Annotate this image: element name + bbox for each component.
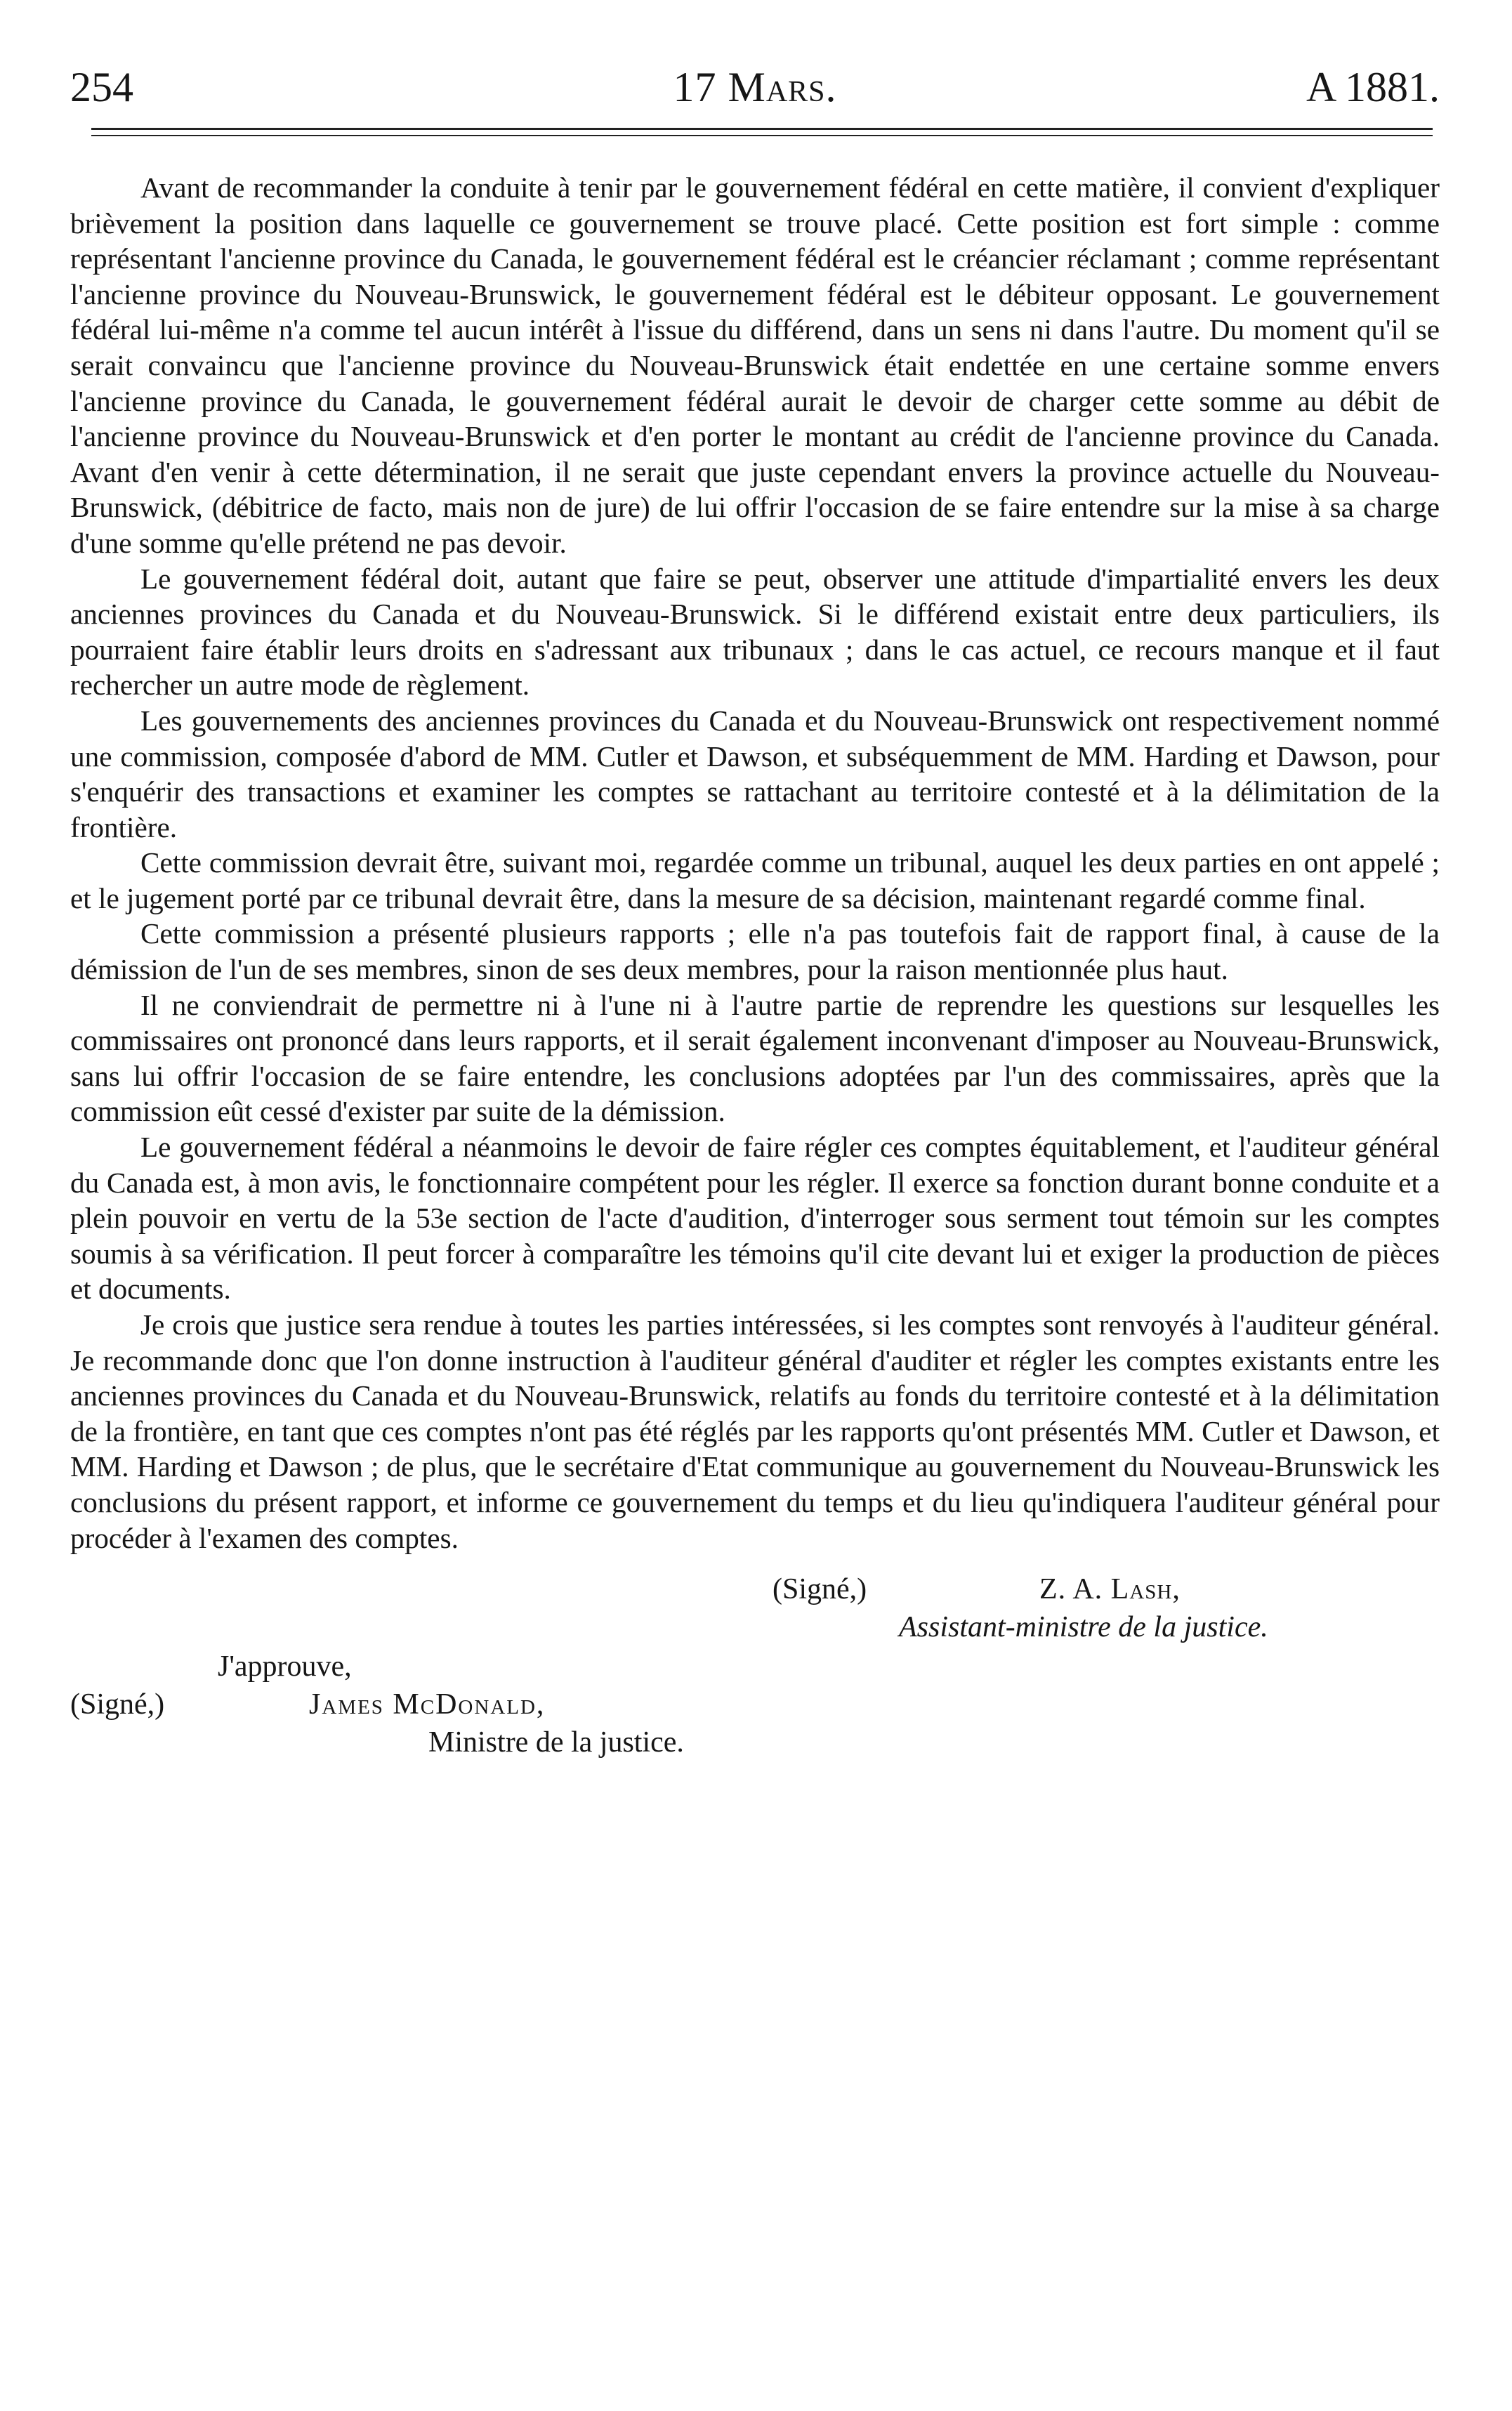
- header-year: A 1881.: [1306, 64, 1440, 110]
- approval-signed-label: (Signé,): [70, 1688, 165, 1721]
- approver-title: Ministre de la justice.: [428, 1726, 684, 1759]
- header-rule: [91, 128, 1433, 136]
- paragraph: Avant de recommander la conduite à tenir par le gouvernement fédéral en cette matière, il convient d'expliquer brièvement la position dans laquelle ce gouvernement se trouve placé. Cette position est fort simple : comme représentant l'ancienne province du Canada, le gouvernement fédéral est le créancier réclamant ; comme représentant l'ancienne province du Nouveau-Brunswick, le gouvernement fédéral est le débiteur opposant. Le gouvernement fédéral lui-même n'a comme tel aucun intérêt à l'issue du différend, dans un sens ni dans l'autre. Du moment qu'il se serait convaincu que l'ancienne province du Nouveau-Brunswick était endettée en une certaine somme envers l'ancienne province du Canada, le gouvernement fédéral aurait le devoir de charger cette somme au débit de l'ancienne province du Nouveau-Brunswick et d'en porter le montant au crédit de l'ancienne province du Canada. Avant d'en venir à cette détermination, il ne serait que juste cependant envers la province actuelle du Nouveau-Brunswick, (débitrice de facto, mais non de jure) de lui offrir l'occasion de se faire entendre sur la mise à sa charge d'une somme qu'elle prétend ne pas devoir.: [70, 171, 1440, 559]
- paragraph: Le gouvernement fédéral doit, autant que faire se peut, observer une attitude d'impartialité envers les deux anciennes provinces du Canada et du Nouveau-Brunswick. Si le différend existait entre deux particuliers, ils pourraient faire établir leurs droits en s'adressant aux tribunaux ; dans le cas actuel, ce recours manque et il faut rechercher un autre mode de règlement.: [70, 562, 1440, 702]
- paragraph: Il ne conviendrait de permettre ni à l'une ni à l'autre partie de reprendre les questions sur lesquelles les commissaires ont prononcé dans leurs rapports, et il serait également inconvenant d'imposer au Nouveau-Brunswick, sans lui offrir l'occasion de se faire entendre, les conclusions adoptées par l'un des commissaires, après que la commission eût cessé d'exister par suite de la démission.: [70, 988, 1440, 1128]
- page-header: [70, 49, 1440, 119]
- page-number: 254: [70, 64, 133, 110]
- signed-label: (Signé,): [773, 1573, 867, 1606]
- header-date: 17 Mars.: [673, 64, 837, 110]
- paragraph: Cette commission devrait être, suivant moi, regardée comme un tribunal, auquel les deux parties en ont appelé ; et le jugement porté par ce tribunal devrait être, dans la mesure de sa décision, maintenant regardé comme final.: [70, 846, 1440, 914]
- signatory-name: Z. A. Lash,: [1039, 1573, 1181, 1606]
- paragraph: Cette commission a présenté plusieurs rapports ; elle n'a pas toutefois fait de rapport final, à cause de la démission de l'un de ses membres, sinon de ses deux membres, pour la raison mentionnée plus haut.: [70, 917, 1440, 986]
- document-page: [70, 49, 1440, 1787]
- approval-text: J'approuve,: [218, 1650, 352, 1683]
- paragraph: Les gouvernements des anciennes provinces du Canada et du Nouveau-Brunswick ont respectivement nommé une commission, composée d'abord de MM. Cutler et Dawson, et subséquemment de MM. Harding et Dawson, pour s'enquérir des transactions et examiner les comptes se rattachant au territoire contesté et à la délimitation de la frontière.: [70, 704, 1440, 843]
- body-text: [70, 170, 1440, 1556]
- signatory-title: Assistant-ministre de la justice.: [899, 1611, 1268, 1644]
- approver-name: James McDonald,: [309, 1688, 546, 1721]
- paragraph: Le gouvernement fédéral a néanmoins le devoir de faire régler ces comptes équitablement, et l'auditeur général du Canada est, à mon avis, le fonctionnaire compétent pour les régler. Il exerce sa fonction durant bonne conduite et a plein pouvoir en vertu de la 53e section de l'acte d'audition, d'interroger sous serment tout témoin sur les comptes soumis à sa vérification. Il peut forcer à comparaître les témoins qu'il cite devant lui et exiger la production de pièces et documents.: [70, 1131, 1440, 1306]
- paragraph: Je crois que justice sera rendue à toutes les parties intéressées, si les comptes sont renvoyés à l'auditeur général. Je recommande donc que l'on donne instruction à l'auditeur général d'auditer et régler les comptes existants entre les anciennes provinces du Canada et du Nouveau-Brunswick, relatifs au fonds du territoire contesté et à la délimitation de la frontière, en tant que ces comptes n'ont pas été réglés par les rapports qu'ont présentés MM. Cutler et Dawson, et MM. Harding et Dawson ; de plus, que le secrétaire d'Etat communique au gouvernement du Nouveau-Brunswick les conclusions du présent rapport, et informe ce gouvernement du temps et du lieu qu'indiquera l'auditeur général pour procéder à l'examen des comptes.: [70, 1308, 1440, 1554]
- signature-block: [70, 1556, 1440, 1787]
